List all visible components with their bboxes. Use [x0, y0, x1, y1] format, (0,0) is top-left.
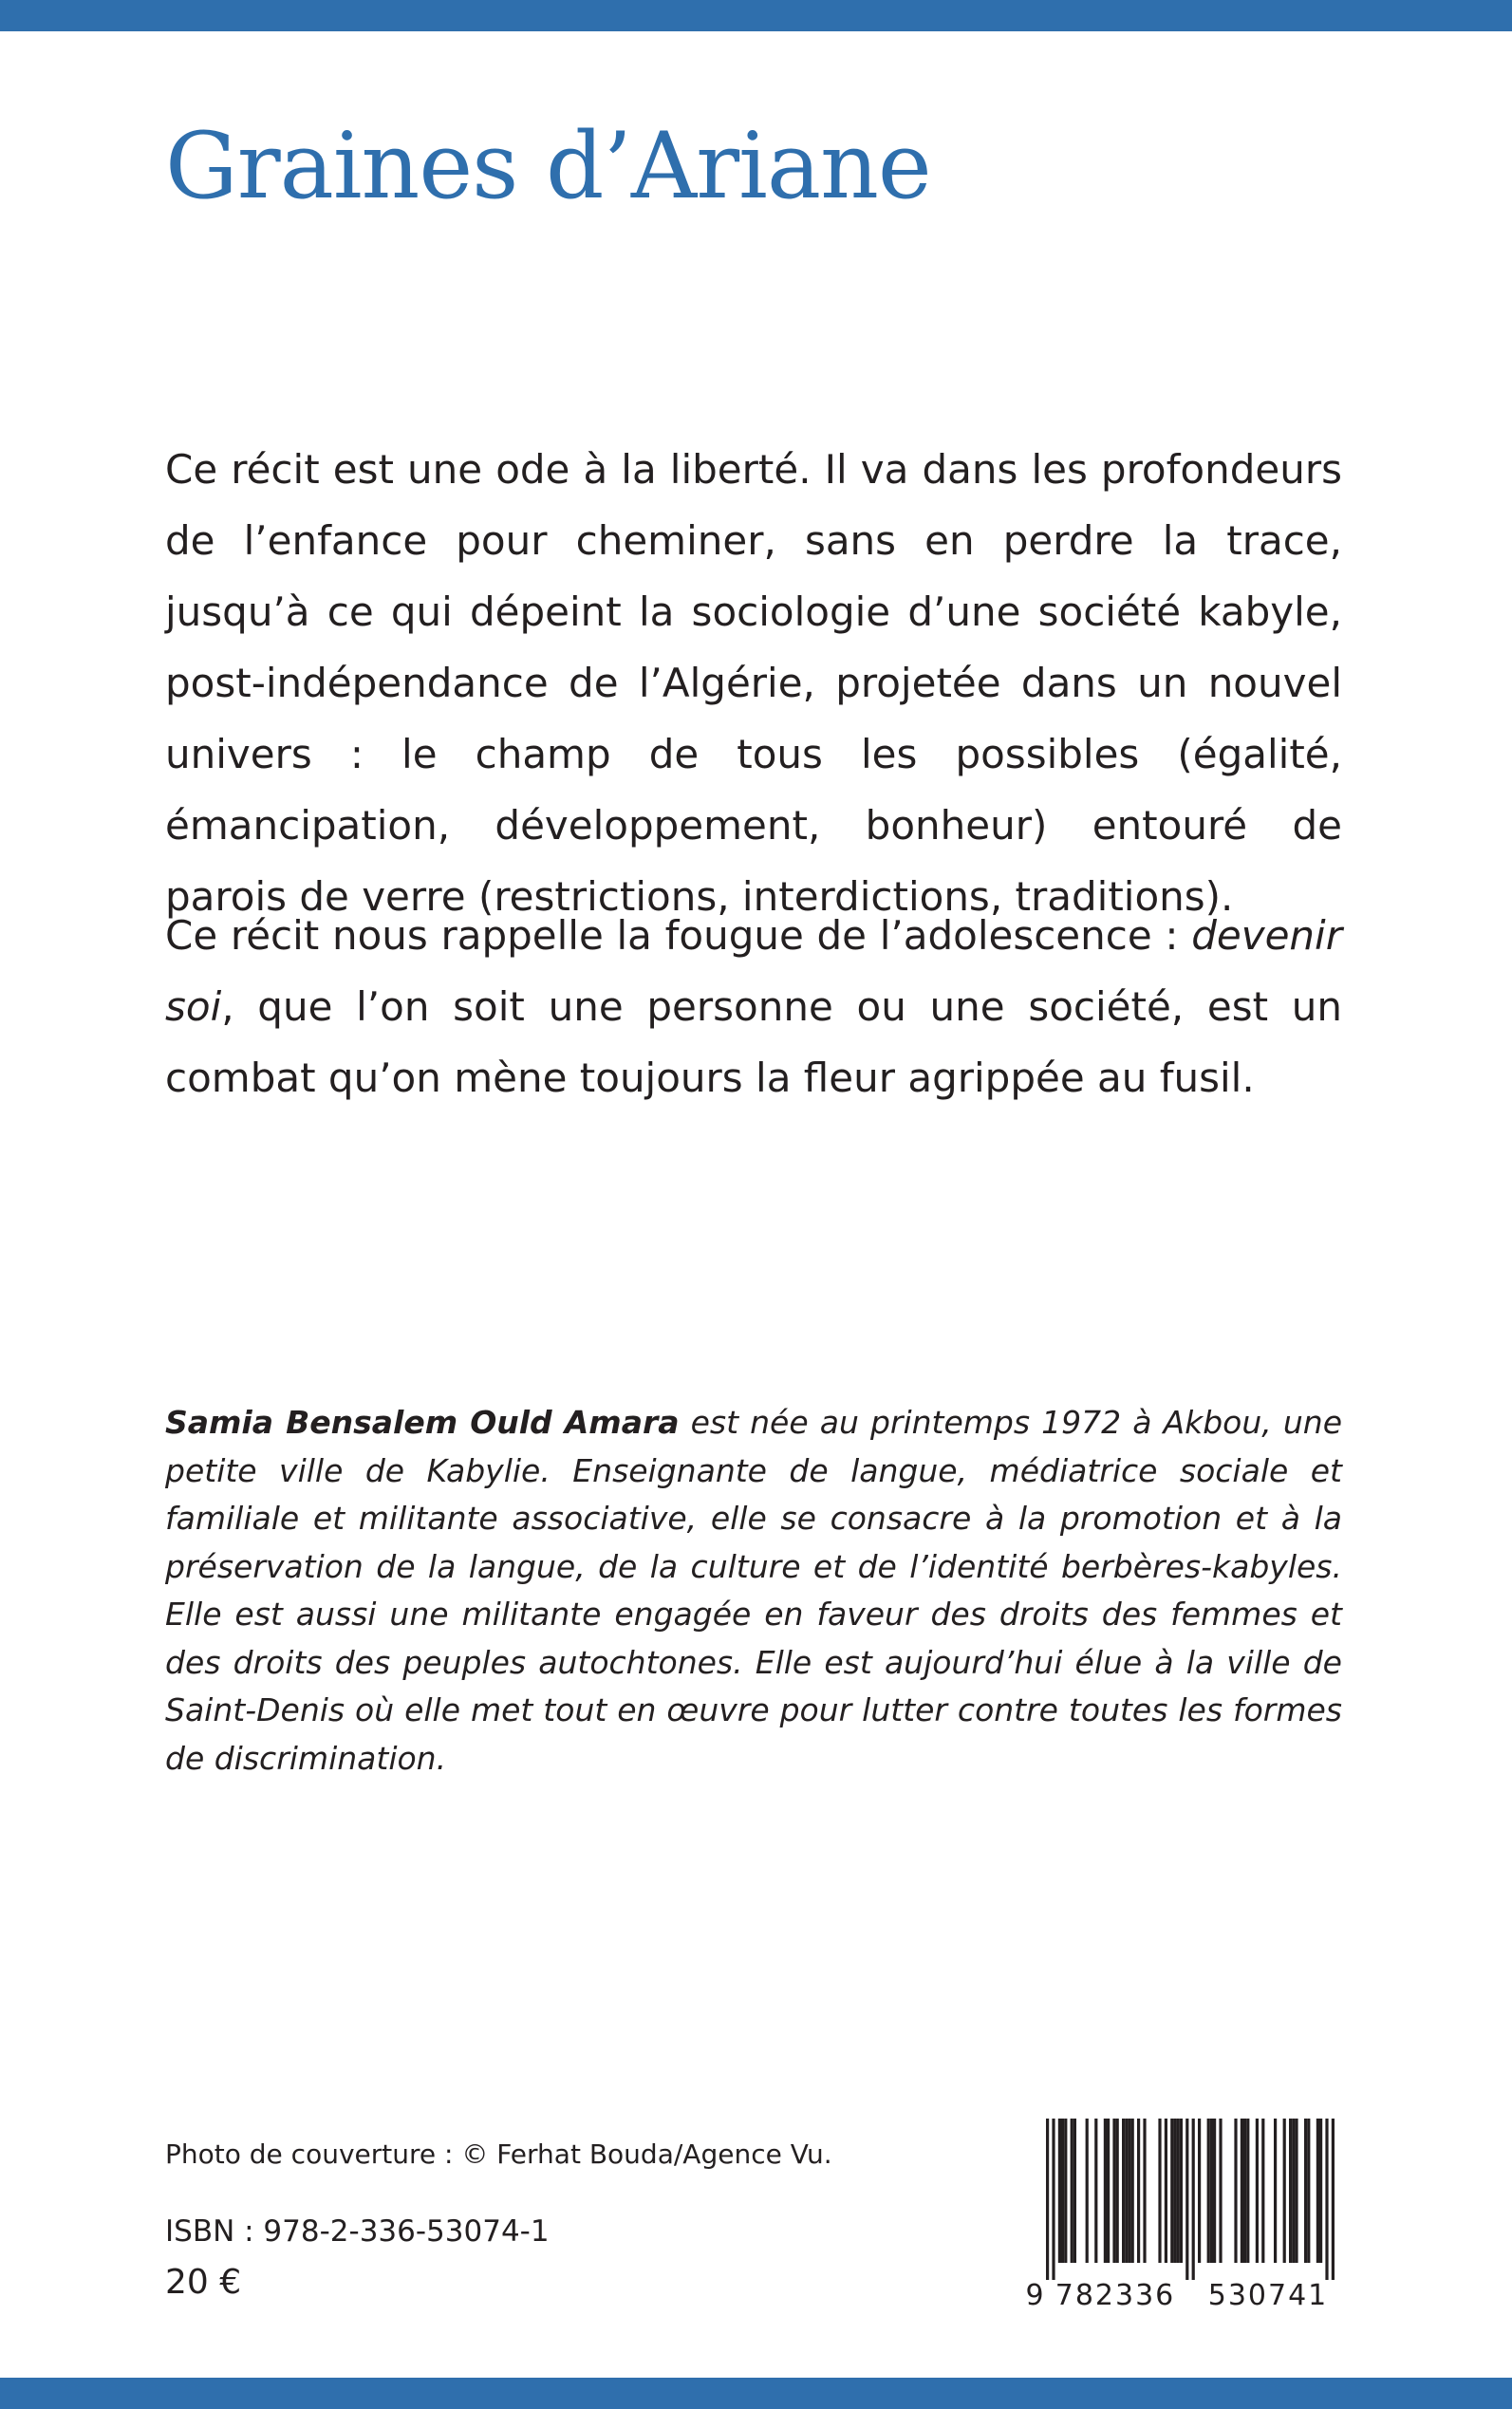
barcode-bar — [1234, 2119, 1237, 2263]
photo-credit: Photo de couverture : © Ferhat Bouda/Agence Vu. — [165, 2138, 832, 2170]
author-name: Samia Bensalem Ould Amara — [165, 1404, 680, 1441]
barcode-bar — [1246, 2119, 1249, 2263]
barcode-bar — [1316, 2119, 1319, 2263]
barcode-guard-bar — [1052, 2119, 1055, 2280]
barcode-bar — [1307, 2119, 1310, 2263]
barcode-bar — [1128, 2119, 1130, 2263]
barcode-bar — [1180, 2119, 1183, 2263]
barcode-bar — [1137, 2119, 1140, 2263]
barcode-bar — [1073, 2119, 1076, 2263]
barcode-bar — [1292, 2119, 1295, 2263]
barcode-bar — [1241, 2119, 1243, 2263]
barcode-bar — [1319, 2119, 1322, 2263]
barcode-bar — [1125, 2119, 1128, 2263]
barcode-bar — [1061, 2119, 1064, 2263]
barcode-bar — [1104, 2119, 1107, 2263]
barcode-bar — [1086, 2119, 1089, 2263]
barcode-bar — [1064, 2119, 1067, 2263]
barcode-right-digits: 530741 — [1207, 2279, 1329, 2310]
barcode-bar — [1112, 2119, 1115, 2263]
barcode-bar — [1243, 2119, 1246, 2263]
blurb-paragraph-2 — [165, 900, 1342, 1113]
barcode-first-digit: 9 — [1025, 2279, 1044, 2310]
barcode-bar — [1283, 2119, 1286, 2263]
barcode-bar — [1173, 2119, 1176, 2263]
bottom-color-band — [0, 2378, 1512, 2409]
isbn-text: ISBN : 978-2-336-53074-1 — [165, 2214, 550, 2249]
barcode-bar — [1165, 2119, 1167, 2263]
blurb-paragraph-2-start: Ce récit nous rappelle la fougue de l’adolescence : — [165, 912, 1192, 959]
barcode-bar — [1143, 2119, 1146, 2263]
barcode-bar — [1289, 2119, 1292, 2263]
barcode-guard-bar — [1185, 2119, 1188, 2280]
barcode-bar — [1107, 2119, 1110, 2263]
author-bio — [165, 1399, 1342, 1783]
barcode-bar — [1198, 2119, 1201, 2263]
barcode-bar — [1213, 2119, 1216, 2263]
barcode-bar — [1116, 2119, 1119, 2263]
barcode-bar — [1207, 2119, 1210, 2263]
blurb-paragraph-1: Ce récit est une ode à la liberté. Il va dans les profondeurs de l’enfance pour cheminer, sans en perdre la trace, jusqu’à ce qui dépeint la sociologie d’une société kabyle, post-indépendance de l’Algérie, projetée dans un nouvel univers : le champ de tous les possibles (égalité, émancipation, développement, bonheur) entouré de parois de verre (restrictions, interdictions, traditions). — [165, 446, 1342, 920]
barcode-bar — [1122, 2119, 1125, 2263]
barcode-bar — [1295, 2119, 1297, 2263]
barcode-bar — [1219, 2119, 1222, 2263]
author-bio-text: est née au printemps 1972 à Akbou, une petite ville de Kabylie. Enseignante de langue, médiatrice sociale et familiale et militante associative, elle se consacre à la promotion et à la préservation de la langue, de la culture et de l’identité berbères-kabyles. Elle est aussi une militante engagée en faveur des droits des femmes et des droits des peuples autochtones. Elle est aujourd’hui élue à la ville de Saint-Denis où elle met tout en œuvre pour lutter contre toutes les formes de discrimination. — [165, 1404, 1342, 1777]
barcode-bar — [1094, 2119, 1097, 2263]
blurb-paragraph-2-end: , que l’on soit une personne ou une société, est un combat qu’on mène toujours la fleur agrippée au fusil. — [165, 983, 1342, 1101]
barcode-guard-bar — [1192, 2119, 1195, 2280]
barcode-bar — [1071, 2119, 1073, 2263]
barcode-guard-bar — [1325, 2119, 1328, 2280]
barcode-bar — [1261, 2119, 1264, 2263]
barcode-bar — [1170, 2119, 1173, 2263]
barcode-bar — [1274, 2119, 1277, 2263]
book-title: Graines d’Ariane — [165, 113, 931, 219]
barcode-bar — [1131, 2119, 1134, 2263]
blurb-emphasis: devenir soi — [165, 912, 1342, 1030]
top-color-band — [0, 0, 1512, 31]
barcode-left-digits: 782336 — [1055, 2279, 1176, 2310]
price-text: 20 € — [165, 2263, 242, 2302]
barcode-guard-bar — [1332, 2119, 1335, 2280]
barcode-bar — [1158, 2119, 1161, 2263]
barcode-guard-bar — [1046, 2119, 1049, 2280]
barcode-bar — [1058, 2119, 1061, 2263]
barcode-bar — [1177, 2119, 1180, 2263]
barcode-bar — [1304, 2119, 1307, 2263]
barcode-bar — [1256, 2119, 1259, 2263]
barcode-bar — [1210, 2119, 1213, 2263]
barcode — [1025, 2115, 1350, 2310]
